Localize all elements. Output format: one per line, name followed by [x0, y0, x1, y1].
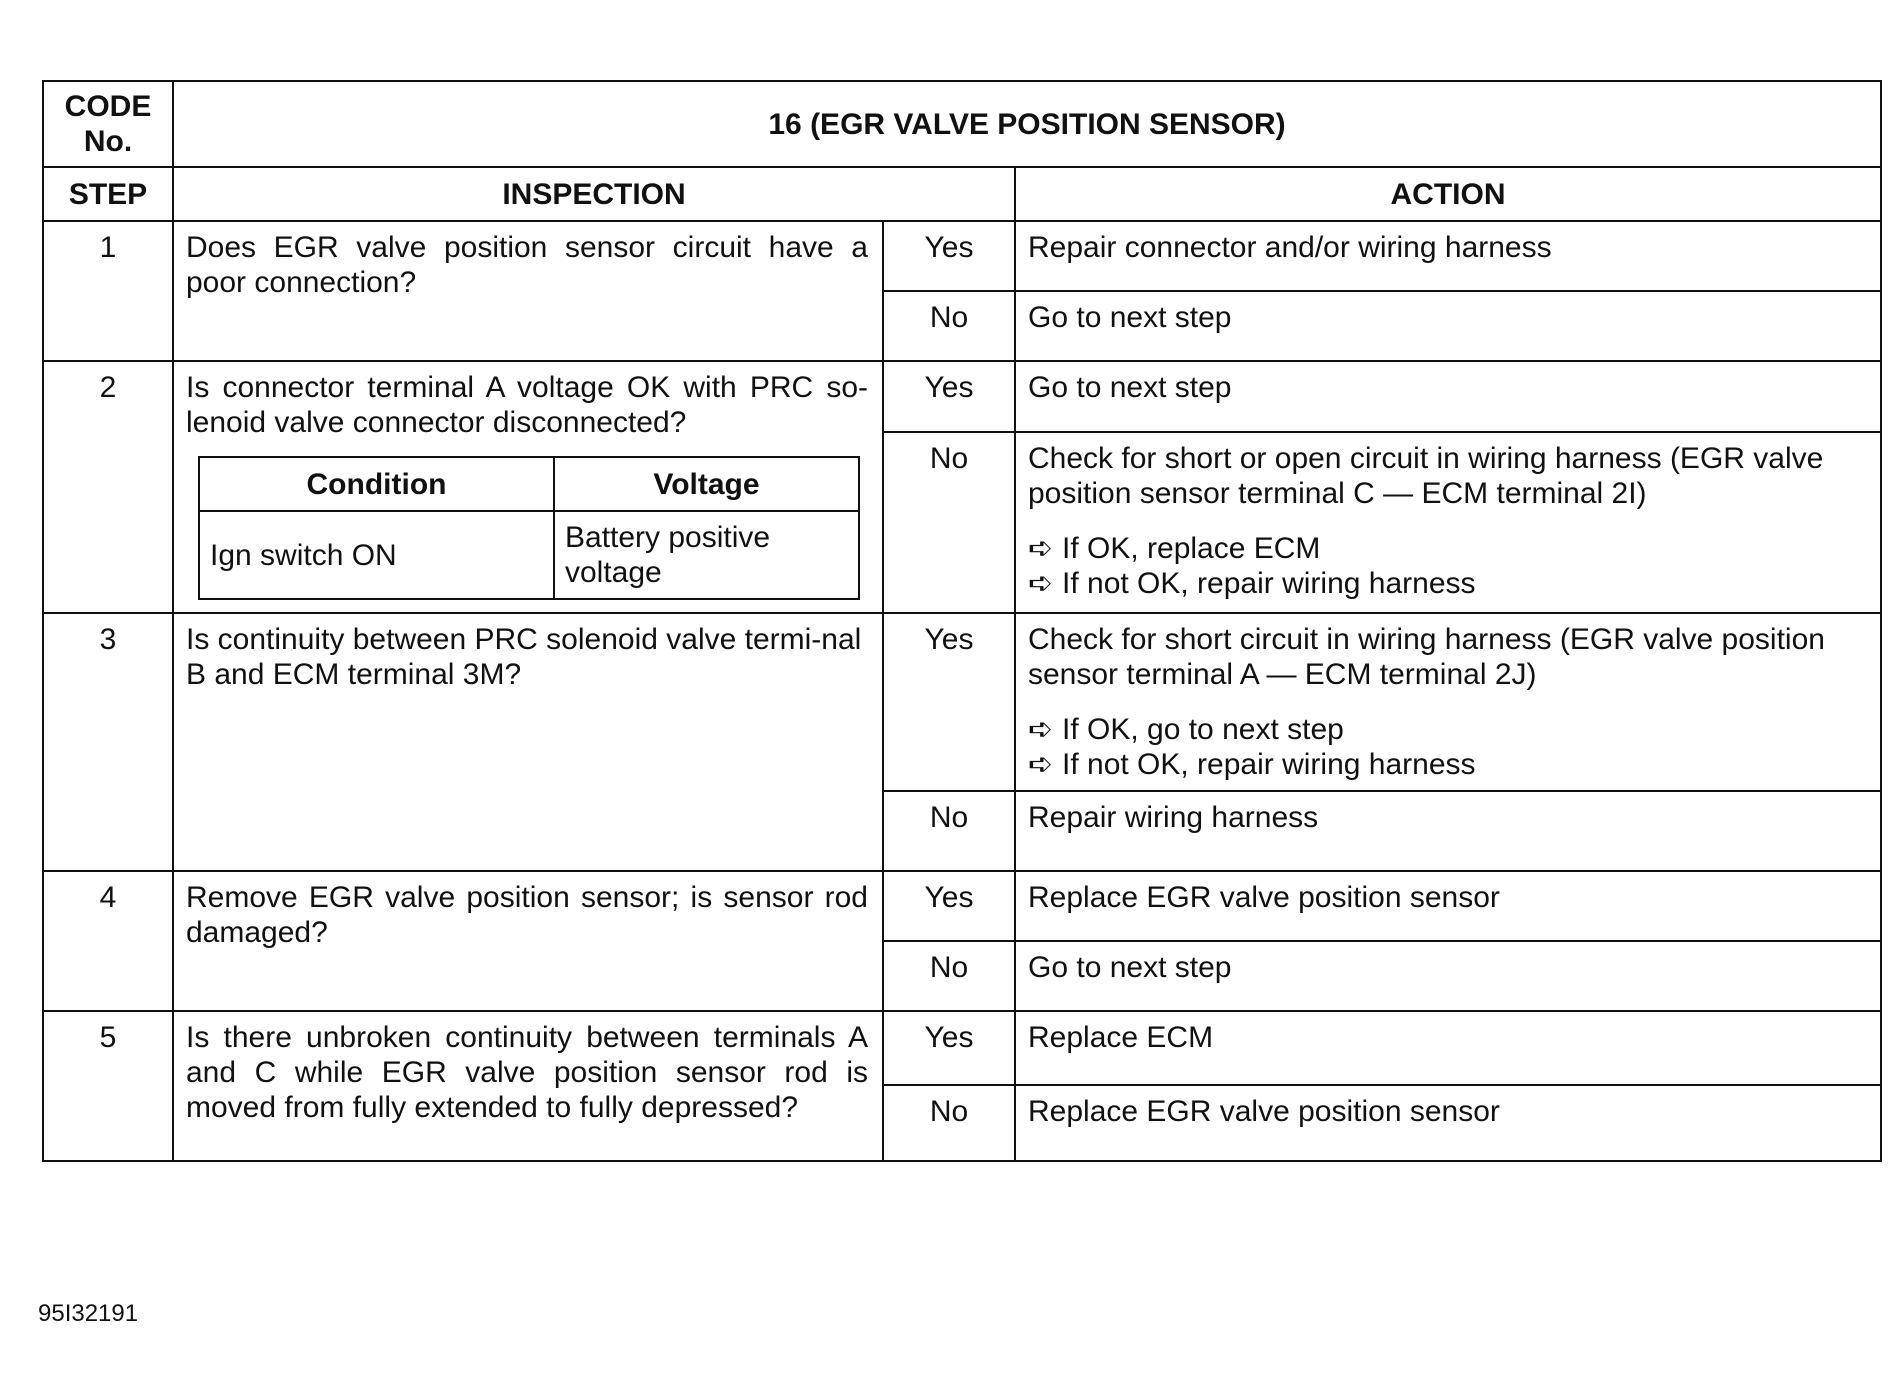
action-no-2-text: Check for short or open circuit in wiring harness (EGR valve position sensor terminal C — ECM terminal 2I): [1028, 442, 1824, 511]
answer-no-5: No: [883, 1085, 1015, 1161]
bullet-text: If not OK, repair wiring harness: [1062, 748, 1476, 781]
inspection-text-4: Remove EGR valve position sensor; is sensor rod damaged?: [186, 881, 868, 949]
inspection-text-3: Is continuity between PRC solenoid valve termi-nal B and ECM terminal 3M?: [186, 623, 862, 691]
bullet-text: If not OK, repair wiring harness: [1062, 567, 1476, 601]
step-number-1: 1: [43, 221, 173, 361]
action-yes-1: Repair connector and/or wiring harness: [1015, 221, 1881, 291]
inspection-text-1: Does EGR valve position sensor circuit have a poor connection?: [186, 231, 868, 299]
inspection-step-4: [173, 871, 883, 1011]
inspection-header: INSPECTION: [173, 167, 1015, 221]
condition-value: Ign switch ON: [199, 511, 554, 599]
answer-yes-2: Yes: [883, 361, 1015, 432]
answer-yes-1: Yes: [883, 221, 1015, 291]
arrow-icon: ➪: [1028, 567, 1054, 601]
condition-header: Condition: [199, 457, 554, 511]
arrow-icon: ➪: [1028, 713, 1054, 746]
answer-yes-4: Yes: [883, 871, 1015, 941]
arrow-icon: ➪: [1028, 748, 1054, 781]
diagnostic-table: [42, 80, 1882, 1162]
action-no-3: Repair wiring harness: [1015, 791, 1881, 871]
inspection-text-2: Is connector terminal A voltage OK with PRC so-lenoid valve connector disconnected?: [186, 371, 868, 439]
step-number-2: 2: [43, 361, 173, 613]
action-bullet: [1028, 712, 1868, 747]
answer-no-4: No: [883, 941, 1015, 1011]
action-yes-3: [1015, 613, 1881, 791]
action-yes-2: Go to next step: [1015, 361, 1881, 432]
answer-yes-3: Yes: [883, 613, 1015, 791]
inspection-step-3: [173, 613, 883, 871]
inspection-step-1: [173, 221, 883, 361]
action-yes-5: Replace ECM: [1015, 1011, 1881, 1085]
voltage-value: Battery positive voltage: [554, 511, 859, 599]
inspection-text-5: Is there unbroken continuity between terminals A and C while EGR valve position sensor rod is moved from fully extended to fully depressed?: [186, 1021, 868, 1124]
inspection-step-2: [173, 361, 883, 613]
action-bullet: [1028, 566, 1868, 601]
voltage-condition-table: [198, 456, 860, 600]
answer-no-3: No: [883, 791, 1015, 871]
diagnostic-table-document: [42, 80, 1880, 1162]
answer-no-2: No: [883, 432, 1015, 613]
inspection-step-5: [173, 1011, 883, 1161]
step-header: STEP: [43, 167, 173, 221]
step-number-4: 4: [43, 871, 173, 1011]
code-number-header: CODE No.: [43, 81, 173, 167]
action-header: ACTION: [1015, 167, 1881, 221]
action-no-2: [1015, 432, 1881, 613]
arrow-icon: ➪: [1028, 532, 1054, 566]
action-yes-3-text: Check for short circuit in wiring harness (EGR valve position sensor terminal A — ECM terminal 2J): [1028, 623, 1825, 691]
action-no-4: Go to next step: [1015, 941, 1881, 1011]
action-bullet: [1028, 531, 1868, 566]
action-no-5: Replace EGR valve position sensor: [1015, 1085, 1881, 1161]
step-number-5: 5: [43, 1011, 173, 1161]
step-number-3: 3: [43, 613, 173, 871]
bullet-text: If OK, go to next step: [1062, 713, 1344, 746]
code-title: 16 (EGR VALVE POSITION SENSOR): [173, 81, 1881, 167]
figure-id: 95I32191: [38, 1300, 139, 1327]
voltage-header: Voltage: [554, 457, 859, 511]
answer-yes-5: Yes: [883, 1011, 1015, 1085]
bullet-text: If OK, replace ECM: [1062, 532, 1321, 566]
action-bullet: [1028, 747, 1868, 782]
action-yes-4: Replace EGR valve position sensor: [1015, 871, 1881, 941]
action-no-1: Go to next step: [1015, 291, 1881, 361]
answer-no-1: No: [883, 291, 1015, 361]
